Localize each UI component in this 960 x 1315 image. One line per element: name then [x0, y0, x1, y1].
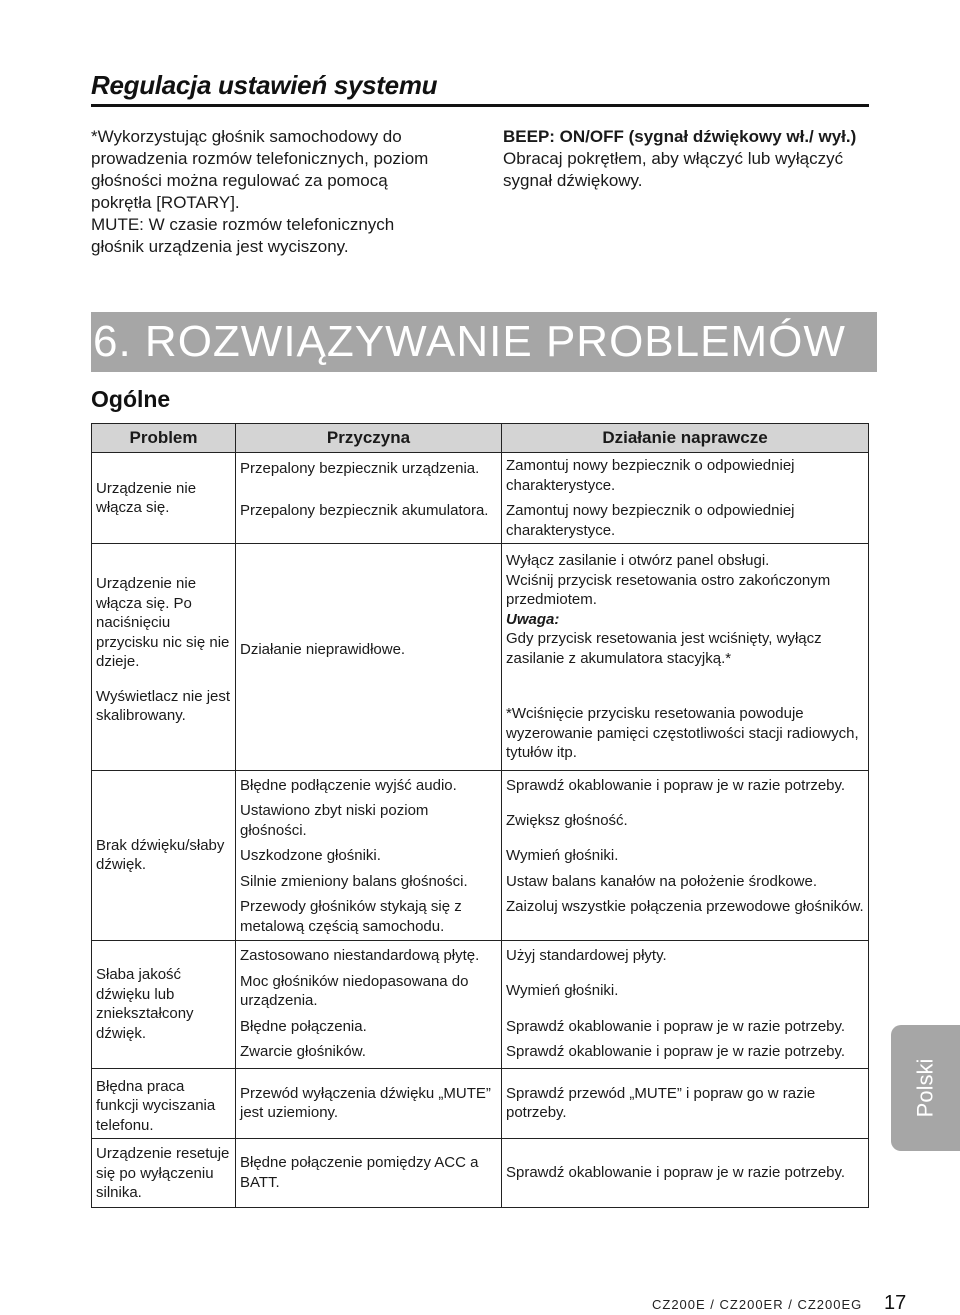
cause-cell — [236, 498, 502, 544]
fix-cell — [502, 1139, 869, 1208]
problem-text: Błędna praca funkcji wyciszania telefonu. — [96, 1077, 216, 1134]
fix-cell — [502, 1014, 869, 1040]
cause-cell — [236, 1068, 502, 1139]
problem-text: Urządzenie nie włącza się. — [96, 479, 197, 516]
intro-line: prowadzenia rozmów telefonicznych, poziom — [91, 149, 429, 168]
cause-text: Błędne połączenia. — [240, 1017, 367, 1035]
fix-text: Wyłącz zasilanie i otwórz panel obsługi. — [506, 552, 770, 569]
fix-cell — [502, 843, 869, 869]
cause-text: Przewody głośników stykają się z metalową częścią samochodu. — [240, 898, 462, 935]
table-header-row — [92, 424, 869, 453]
fix-text: Wymień głośniki. — [506, 847, 619, 864]
problem-text: Wyświetlacz nie jest skalibrowany. — [96, 687, 231, 724]
cause-cell — [236, 1014, 502, 1040]
fix-text: Zamontuj nowy bezpiecznik o odpowiedniej charakterystyce. — [506, 457, 795, 494]
table-row — [92, 1139, 869, 1208]
cause-text: Przepalony bezpiecznik urządzenia. — [240, 460, 480, 477]
fix-cell — [502, 1039, 869, 1068]
intro-line: głośności można regulować za pomocą — [91, 171, 388, 190]
fix-text: Sprawdź okablowanie i popraw je w razie potrzeby. — [506, 1017, 846, 1035]
problem-text: Urządzenie resetuje się po wyłączeniu silnika. — [96, 1145, 230, 1201]
cause-cell — [236, 544, 502, 771]
cause-cell — [236, 798, 502, 843]
cause-text: Uszkodzone głośniki. — [240, 847, 381, 864]
fix-text: Zwiększ głośność. — [506, 811, 628, 829]
section-title: 6. ROZWIĄZYWANIE PROBLEMÓW — [93, 317, 846, 366]
problem-text: Słaba jakość dźwięku lub zniekształcony dźwięk. — [96, 966, 194, 1042]
fix-text: Sprawdź okablowanie i popraw je w razie potrzeby. — [506, 1043, 846, 1060]
intro-line: głośnik urządzenia jest wyciszony. — [91, 237, 349, 256]
fix-text: Sprawdź okablowanie i popraw je w razie potrzeby. — [506, 1164, 846, 1181]
title-divider — [91, 104, 869, 107]
fix-cell — [502, 770, 869, 798]
cause-cell — [236, 770, 502, 798]
fix-cell — [502, 941, 869, 969]
page-number: 17 — [884, 1292, 907, 1314]
header-problem: Problem — [92, 424, 236, 453]
cause-text: Przewód wyłączenia dźwięku „MUTE” jest uziemiony. — [240, 1084, 491, 1122]
page-title: Regulacja ustawień systemu — [91, 70, 438, 100]
cause-cell — [236, 1139, 502, 1208]
language-tab-label: Polski — [912, 1058, 938, 1118]
fix-cell — [502, 969, 869, 1014]
fix-cell — [502, 1068, 869, 1139]
problem-cell — [92, 941, 236, 1069]
intro-right-column — [503, 126, 883, 192]
intro-line: MUTE: W czasie rozmów telefonicznych — [91, 215, 395, 234]
cause-text: Błędne podłączenie wyjść audio. — [240, 776, 457, 794]
cause-text: Silnie zmieniony balans głośności. — [240, 872, 468, 890]
intro-line: *Wykorzystując głośnik samochodowy do — [91, 127, 402, 146]
cause-text: Błędne połączenie pomiędzy ACC a BATT. — [240, 1154, 479, 1191]
fix-footnote: *Wciśnięcie przycisku resetowania powoduje wyzerowanie pamięci częstotliwości stacji radiowych, tytułów itp. — [506, 705, 859, 761]
problem-cell — [92, 1068, 236, 1139]
cause-text: Moc głośników niedopasowana do urządzenia. — [240, 972, 469, 1009]
cause-cell — [236, 894, 502, 941]
header-fix: Działanie naprawcze — [502, 424, 869, 453]
fix-text: Ustaw balans kanałów na położenie środkowe. — [506, 872, 818, 890]
fix-text: Zaizoluj wszystkie połączenia przewodowe głośników. — [506, 898, 864, 915]
footer-model: CZ200E / CZ200ER / CZ200EG — [652, 1297, 863, 1312]
subsection-title: Ogólne — [91, 386, 171, 412]
beep-description: Obracaj pokrętłem, aby włączyć lub wyłączyć sygnał dźwiękowy. — [503, 149, 844, 190]
table-row — [92, 941, 869, 969]
cause-cell — [236, 453, 502, 499]
table-row — [92, 770, 869, 798]
cause-cell — [236, 1039, 502, 1068]
cause-text: Przepalony bezpiecznik akumulatora. — [240, 502, 489, 519]
fix-cell — [502, 798, 869, 843]
cause-text: Działanie nieprawidłowe. — [240, 641, 406, 658]
fix-cell — [502, 498, 869, 544]
table-row — [92, 453, 869, 499]
problem-cell — [92, 453, 236, 544]
problem-cell — [92, 544, 236, 771]
intro-line: pokrętła [ROTARY]. — [91, 193, 240, 212]
cause-cell — [236, 869, 502, 895]
beep-heading: BEEP: ON/OFF (sygnał dźwiękowy wł./ wył.) — [503, 127, 857, 146]
fix-text: Sprawdź okablowanie i popraw je w razie potrzeby. — [506, 776, 846, 794]
fix-cell — [502, 453, 869, 499]
fix-cell — [502, 869, 869, 895]
cause-cell — [236, 843, 502, 869]
intro-left-column — [91, 126, 471, 258]
header-cause: Przyczyna — [236, 424, 502, 453]
cause-text: Zastosowano niestandardową płytę. — [240, 947, 480, 964]
fix-cell — [502, 894, 869, 941]
fix-text: Wciśnij przycisk resetowania ostro zakończonym przedmiotem. — [506, 571, 831, 608]
cause-cell — [236, 941, 502, 969]
fix-text: Użyj standardowej płyty. — [506, 947, 667, 964]
problem-text: Urządzenie nie włącza się. Po naciśnięciu przycisku nic się nie dzieje. — [96, 575, 230, 670]
cause-text: Ustawiono zbyt niski poziom głośności. — [240, 802, 429, 839]
fix-cell — [502, 544, 869, 771]
fix-text: Wymień głośniki. — [506, 982, 619, 1000]
note-label: Uwaga: — [506, 610, 560, 628]
fix-text: Gdy przycisk resetowania jest wciśnięty, wyłącz zasilanie z akumulatora stacyjką.* — [506, 630, 822, 667]
problem-cell — [92, 770, 236, 941]
table-row — [92, 544, 869, 771]
table-row — [92, 1068, 869, 1139]
cause-text: Zwarcie głośników. — [240, 1043, 366, 1060]
fix-text: Sprawdź przewód „MUTE” i popraw go w razie potrzeby. — [506, 1084, 816, 1122]
problem-text: Brak dźwięku/słaby dźwięk. — [96, 836, 225, 874]
language-tab-label-wrap — [891, 1025, 960, 1151]
troubleshooting-table — [91, 423, 869, 1208]
fix-text: Zamontuj nowy bezpiecznik o odpowiedniej charakterystyce. — [506, 502, 795, 539]
cause-cell — [236, 969, 502, 1014]
problem-cell — [92, 1139, 236, 1208]
